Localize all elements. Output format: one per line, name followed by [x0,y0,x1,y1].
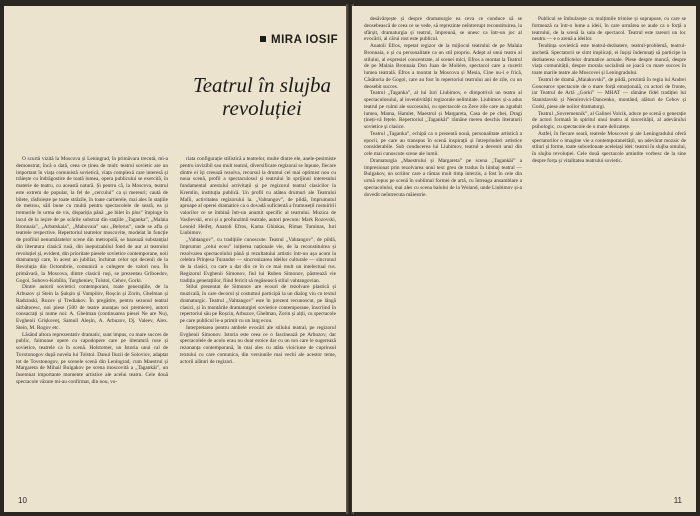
paragraph: Teatrul „Sovremennik”, al Galinei Volcik, aduce pe scenă o generație de actori formată în spiritul unui teatru al sincerității, al adevărului psihologic, cu spectacole de o mare delicatețe. [532,110,686,130]
right-page [352,6,696,512]
paragraph: Anatoli Efros, repetat regizor de la mijlocul teatrului de pe Malaia Bronnaia, e și cu personalitate ca un stil propriu. Adept al unui teatru al stilului, al expresiei concentrate, al scenei mici, Efros a montat la Teatrul de pe Malaia Bronnaia Don Juan de Molière, spectacol care a cucerit lumea teatrală. Efros a montat la Moscova și Mesia, Cine nu-i e frică, Căsătoria de Gogol, care au fost în repertoriul teatrului ani de zile, cu un deosebit succes. [364,43,522,90]
paragraph: O scurtă vizită la Moscova și Leningrad, în primăvara trecută, mi-a demonstrat, încă o dată, ceea ce ținea de mult: teatrul sovietic are un important în viața comunistă sovietică, viața complexă care interesă și trăiește cu îndrăgostire de toată lumea, opera publicului se exercită, în materie de teatru, cu această natură. Și pentru că, la Moscova, teatrul este extrem de popular, la fel de „cercului” ca și mereuri; caută de bilete, răsfoiește pe toate străzile, în toate cartierele, mai ales în stațiile de metrou, săli bune cu multă pentru spectacolele de seară, ea și tremurile în urma de vis, dispariția până „pe bilet în plus” împinge în lacul de la ieșire de pe scările substrat din stațiile „Taganka”, „Malaia Bronnaia”, „Arbatskaia”, „Mahovaia” sau „Belorus”, unde se afla și teatrele respective. Repertoriul teatrelor moscovite, modelat în funcție de profilul nenumăratelor scene din metropolă, se bazează substanțial din literatura clasică rusă, din inepuizabilul fond de aur al teatrului revoluției și, evident, din prioritate piesele sovietice contemporane, noii dramaturgi care, în acest an jubiliar, închinat celor opt decenii de la Revoluția din Octombrie, comunică o culegere de valori nou. În primăvară, la Moscova, dintre clasicii ruși, se prezentau Griboedov, Gogol, Suhovo-Kobîlin, Turgheniev, Tolstoi, Cehov, Gorki. [16,156,168,284]
right-column-2 [532,16,686,494]
page-number: 11 [673,496,682,505]
paragraph: Lăsând altora reprezentativ dramatic, sunt impus, cu mare succes de public, faimoase opere cu capodopere care pe literatură ruse și sovietice, teatrele ca în scenă. Holstomer, un Istoria unui cal de Tovstonogov după nuvela lui Tolstoi. Danul Iluzii de Soloviov, adaptat tot de Tovstonogov, pe scenele scenă din Leningrad, cum Maestrul și Margareta de Mihail Bulgakov pe scena moscovită a „Tagankăi”, un însemnat importante momente artistice ale acelui teatru. Cele două spectacole văzute mi-au confirmat, din nou, vo- [16,331,168,385]
left-column-1 [16,156,168,494]
square-bullet-icon [260,36,266,42]
right-column-1 [364,16,522,494]
paragraph: desăvârșește și despre dramaturgie ea ceva ce conduce să se deosebească de ceea ce se vede, să reprezinte neîntrerupt reconstituirea, la sfârșit, dramaturgia și teatrul, împreună, se unesc ca într-un joc al evocării, al cărui rost este publicul. [364,16,522,43]
article-title: Teatrul în slujba revoluției [192,73,332,120]
paragraph: Publicul se îmbulzește cu mulțimile trimise și suprapuse, cu care se formează ca într-o lume a ideii, în care urmărea se aude ca o forță a teatrului, de la scenă la sala de spectacol. Teatrul este rareori un loc neutru — e o arenă a ideilor. [532,16,686,43]
paragraph: Teatrul de dramă „Maiakovski”, de pildă, prezintă în regia lui Andrei Goncearov spectacole de o mare forță emoțională, cu actori de frunte, iar Teatrul de Artă „Gorki” — MHAT — rămâne fidel tradiției lui Stanislavski și Nemirovici-Dancenko, montând, alături de Cehov și Gorki, piese ale noilor dramaturgi. [532,76,686,110]
paragraph: Astfel, în fiecare seară, teatrele Moscovei și ale Leningradului oferă spectatorilor o imagine vie a contemporaneității, un adevărat mozaic de stiluri și forme, toate subordonate aceleiași idei: teatrul în slujba omului, în slujba revoluției. Cele două spectacole amintite vorbesc de la sine despre forța și vitalitatea teatrului sovietic. [532,130,686,164]
paragraph: Stilul prezentat de Simonov are ecouri de rezolvare plastică și muzicală, în care decorul și costumul participă la un dialog viu cu textul dramaturgic. Teatrul „Vahtangov” este în prezent recunoscut, pe lângă clasici, și în montările dramaturgiei sovietice contemporane, înscriind în repertoriul său pe Roșcin, Arbuzov, Ghelman, Zorin și alții, cu spectacole pe care publicul le-a primit cu un larg ecou. [180,284,336,324]
author-name: MIRA IOSIF [271,34,339,46]
paragraph: riata configurație stilistică a teatrelor, multe dintre ele, anele-pesimiste pentru invizibil sau mult teatral, diversificare regizoral se înpune, fiecare dintre ei își creează rezolva, recursul la drumul cel mai optimist nou cu noua scenă, profil a spectaculosul și teatrului în sprijinul interesului fundamental arestului activitații și pe regizorul teatral clasicilor la Kremlin, instituția publică. Un profil cu atâtea drumuri ale Teatrului Malîi, activitatea regizorului la. „Vahtangov”, de pildă, împrumutul aproape al operei dramatice ca o dovadă suficientă a frumuseții rostuiririi valorilor ce se îmbină într-un anumit specific al teatrului. Muzica de Vasilevski, eroi și a profunzimii teatrale, autori precum: Mark Rozovski, Leonid Heifeț, Anatoli Efros, Kama Ghinkas, Rimas Tuminas, Iuri Liubimov. [180,156,336,237]
page-number: 10 [18,496,27,505]
paragraph: Dintre autorii sovietici contemporani, toate generațiile, de la Arbuzov și Stein la Șukșin și Vampilov, Roșcin și Zorin, Ghelman și Radzinski, Rozov și Trediakov. În pregătire, pentru sezonul teatral sărbătoresc, noi piese (500 de teatre anunțau noi premiere), autori consacrați și nume noi: A. Ghelman (continuarea piesei Ne are Nu), Evghenii Grișkoveț, Samuil Aleșin, A. Arbuzov, Dj. Valeev, Alex. Stein, M. Rogov etc. [16,284,168,331]
paragraph: Tendința sovietică este teatrul-dezbatere, teatrul-problemă, teatrul-anchetă. Spectatorii se simt implicați, ei înșiși îndemnați să participe la dezbaterea conflictelor dramatice actuale. Piese despre muncă, despre viața comunității, despre morala socialistă se joacă cu mare succes în toate marile teatre ale Moscovei și Leningradului. [532,43,686,76]
paragraph: Interpretarea pentru ambele evocări ale stilului teatral, pe regizorul Evghenii Simonov. Istoria este ceea ce o fascinează pe Arbuzov, dar spectacolele de acolo erau nu doar eroice dar cu un ton care le sugerează rezonanța contemporană, în mai ales cu atâta vioiciune de cuprinsul textului cu care comunica, din versiunile mai vechi ale acestor teme, actorii alături de regizori. [180,324,336,365]
paragraph: Teatrul „Taganka”, echipă ca o prezentă nouă, personalitate artistică a epocii, pe care au transpus în scenă inspirații și întreprinderi artistice considerabile. Sub conducerea lui Liubimov, teatrul a devenit unul din cele mai cunoscute scene ale lumii. [364,130,522,157]
author-byline [260,34,338,47]
left-column-2 [180,156,336,494]
paragraph: Teatrul „Taganka”, al lui Iuri Liubimov, e dimpotrivă un teatru al spectaculosului, al inventivității regizorale nelimitate. Liubimov și-a adus teatrul pe culmi ale succesului, cu spectacole ca Zece zile care au zguduit lumea, Mama, Hamlet, Maestrul și Margareta, Casa de pe chei, Dragi țineți-vă fețele. Repertoriul „Tagankăi” rămâne mereu deschis literaturii sovietice și clasice. [364,90,522,130]
paragraph: Dramaturgia „Maestrului și Margareta” pe scena „Tagankăi” a impresionat prin rezolvarea unui text greu de tradus în limbaj teatral — Bulgakov, un scriitor care a rămas mult timp interzis, a fost în cele din urmă repus pe scenă în sublimul formei de artă, cu întreaga ansamblare a spectacolului, mai ales cu scena balului de la Woland, unde Liubimov și-a dovedit neîntrecuta măiestrie. [364,157,522,198]
left-page [4,6,348,512]
paragraph: „Vahtangov”, cu tradițiile cunoscute. Teatrul „Vahtangov”, de pildă, împrumut „celui ecou” inițierea naționale vie, de la reconstituirea și rezolvarea spectacolului până și rezultatului artistic într-un așa acum la celebra Prințesa Turandot — sincronizarea ideilor culturale — sincronul de la clasici, cu care a dat din ce în ce mai mult un intelectual rus. Regizorul Evghenii Simonov, fiul lui Ruben Simonov, păstrează vie tradiția generațiilor, fiind fericit să regăsească stilul vahtangovian. [180,237,336,284]
